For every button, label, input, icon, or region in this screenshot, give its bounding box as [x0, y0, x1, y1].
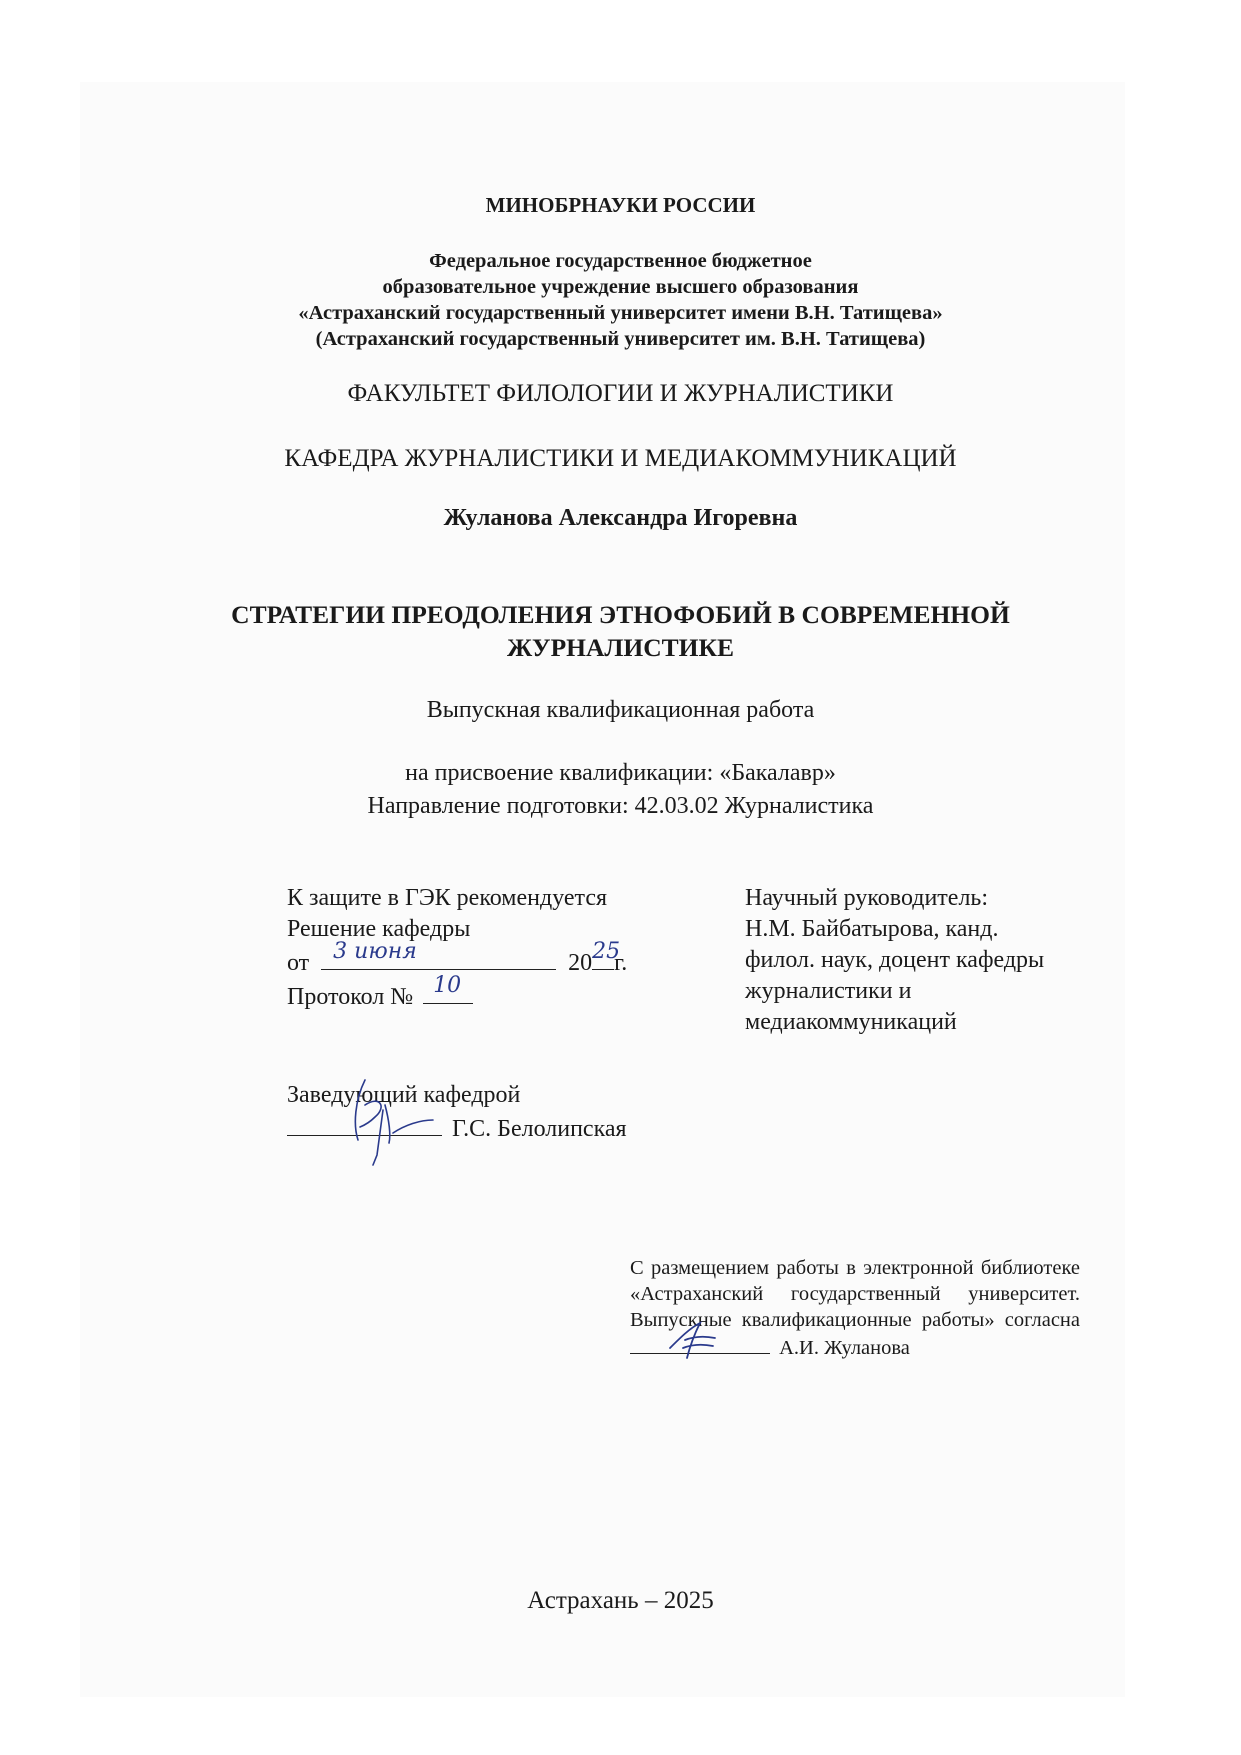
qualification-line: на присвоение квалификации: «Бакалавр» — [405, 760, 836, 786]
thesis-title-line: СТРАТЕГИИ ПРЕОДОЛЕНИЯ ЭТНОФОБИЙ В СОВРЕМЕННОЙ — [231, 600, 1010, 629]
year-prefix: 20 — [568, 950, 593, 976]
thesis-title — [0, 598, 1241, 664]
ministry-heading: МИНОБРНАУКИ РОССИИ — [485, 193, 756, 217]
supervisor-label: Научный руководитель: — [745, 885, 989, 911]
city-year: Астрахань – 2025 — [527, 1587, 714, 1614]
department-head-sign-line — [287, 1111, 627, 1145]
protocol-handwritten: 10 — [433, 973, 462, 998]
library-consent-block — [630, 1255, 1080, 1361]
year-blank — [592, 939, 621, 970]
qualification-block — [0, 757, 1241, 823]
department-head-label: Заведующий кафедрой — [287, 1082, 521, 1108]
defense-decision: Решение кафедры — [287, 916, 471, 942]
library-consent-line: С размещением работы в электронной библиотеке — [630, 1257, 1080, 1279]
date-handwritten: 3 июня — [333, 939, 417, 964]
institution-line: Федеральное государственное бюджетное — [429, 250, 812, 272]
faculty-heading: ФАКУЛЬТЕТ ФИЛОЛОГИИ И ЖУРНАЛИСТИКИ — [347, 380, 894, 407]
institution-block — [0, 248, 1241, 352]
direction-line: Направление подготовки: 42.03.02 Журналистика — [367, 793, 874, 819]
protocol-line — [287, 973, 627, 1013]
supervisor-line: филол. наук, доцент кафедры — [745, 947, 1045, 973]
institution-line: «Астраханский государственный университет имени В.Н. Татищева» — [298, 302, 943, 324]
department-head-block — [287, 1080, 627, 1145]
defense-block — [287, 883, 627, 1013]
institution-line: образовательное учреждение высшего образования — [382, 276, 859, 298]
work-type: Выпускная квалификационная работа — [426, 697, 815, 723]
library-consent-line: Выпускные квалификационные работы» согласна — [630, 1309, 1080, 1331]
supervisor-line: журналистики и — [745, 978, 912, 1004]
date-prefix: от — [287, 950, 310, 976]
author-name: Жуланова Александра Игоревна — [443, 505, 798, 531]
date-blank — [321, 939, 556, 970]
library-consent-line: «Астраханский государственный университет. — [630, 1283, 1080, 1305]
student-signature-blank — [630, 1333, 770, 1354]
supervisor-block — [745, 883, 1044, 1038]
student-name: А.И. Жуланова — [779, 1337, 910, 1359]
supervisor-line: Н.М. Байбатырова, канд. — [745, 916, 999, 942]
supervisor-line: медиакоммуникаций — [745, 1009, 957, 1035]
library-consent-sign-line — [630, 1333, 1080, 1361]
department-head-signature-blank — [287, 1111, 442, 1136]
protocol-blank — [423, 973, 473, 1004]
department-head-name: Г.С. Белолипская — [452, 1116, 627, 1142]
defense-recommendation: К защите в ГЭК рекомендуется — [287, 885, 608, 911]
institution-line: (Астраханский государственный университет им. В.Н. Татищева) — [315, 328, 926, 350]
thesis-title-line: ЖУРНАЛИСТИКЕ — [507, 633, 734, 662]
year-handwritten: 25 — [592, 939, 621, 964]
protocol-label: Протокол № — [287, 984, 414, 1010]
year-suffix: г. — [614, 950, 628, 976]
department-heading: КАФЕДРА ЖУРНАЛИСТИКИ И МЕДИАКОММУНИКАЦИЙ — [284, 445, 957, 472]
